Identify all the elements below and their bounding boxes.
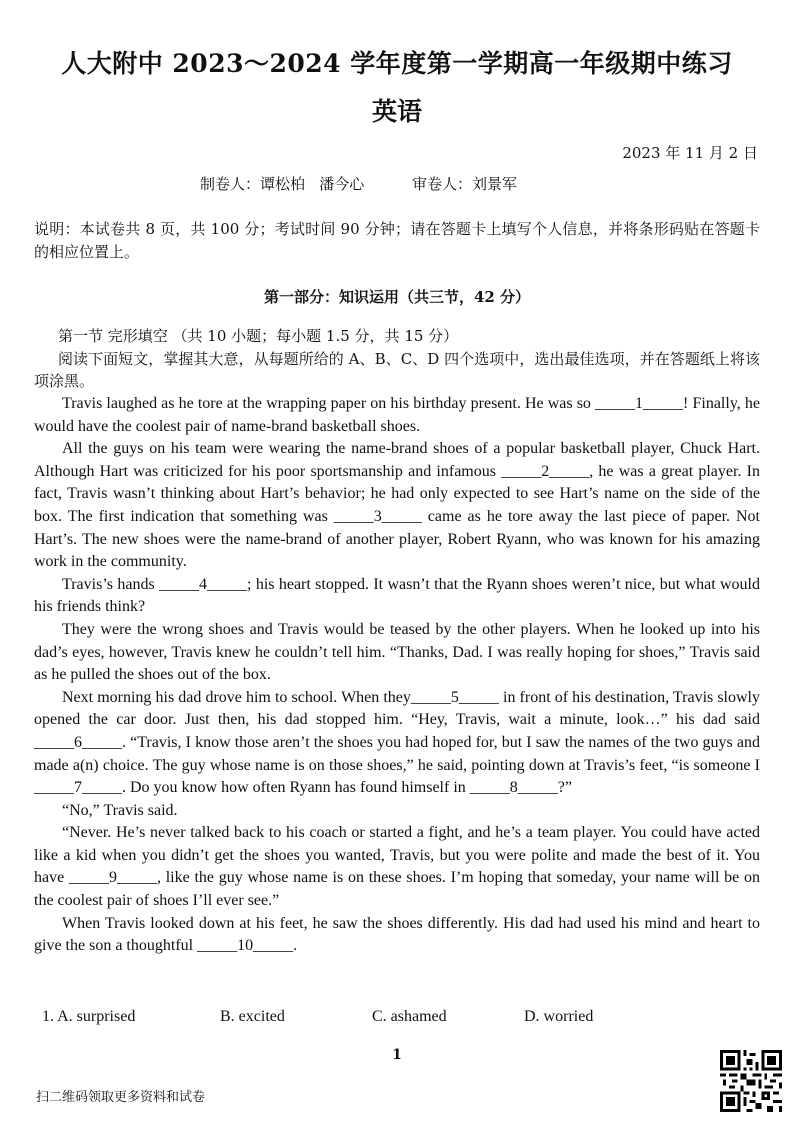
option-c: C. ashamed: [372, 1008, 447, 1025]
option-b: B. excited: [220, 1008, 285, 1025]
exam-date: 2023 年 11 月 2 日: [622, 144, 758, 162]
qr-code-icon: [720, 1050, 782, 1112]
question-1-options: [42, 1008, 742, 1026]
cloze-passage: [34, 393, 760, 958]
passage-paragraph: Travis laughed as he tore at the wrapping paper on his birthday present. He was so _____1_____! Finally, he would have the coolest pair of name-brand basketball shoes.: [34, 395, 760, 435]
exam-makers: 制卷人：谭松柏 潘今心 审卷人：刘景军: [200, 175, 517, 193]
page-number: 1: [392, 1047, 402, 1063]
exam-subject: 英语: [371, 97, 422, 126]
footer-text: 扫二维码领取更多资料和试卷: [36, 1090, 206, 1105]
passage-paragraph: “Never. He’s never talked back to his coach or started a fight, and he’s a team player. You could have acted like a kid when you didn’t get the shoes you wanted, Travis, but you were polite and made the best of it. You have _____9_____, like the guy whose name is on these shoes. I’m hoping that someday, your name will be on the coolest pair of shoes I’ll ever see.”: [34, 824, 760, 910]
passage-paragraph: Travis’s hands _____4_____; his heart stopped. It wasn’t that the Ryann shoes weren’t nice, but what would his friends think?: [34, 575, 760, 616]
section-instruction: 阅读下面短文，掌握其大意，从每题所给的 A、B、C、D 四个选项中，选出最佳选项，并在答题纸上将该项涂黑。: [34, 350, 760, 390]
part-title: 第一部分：知识运用（共三节，42 分）: [263, 288, 531, 306]
passage-paragraph: When Travis looked down at his feet, he saw the shoes differently. His dad had used his mind and heart to give the son a thoughtful _____10_____.: [34, 914, 760, 955]
passage-paragraph: “No,” Travis said.: [62, 801, 178, 819]
exam-instructions: 说明：本试卷共 8 页，共 100 分；考试时间 90 分钟；请在答题卡上填写个人信息，并将条形码贴在答题卡的相应位置上。: [34, 220, 760, 261]
section-title: 第一节 完形填空 （共 10 小题；每小题 1.5 分，共 15 分）: [58, 327, 459, 345]
option-d: D. worried: [524, 1008, 594, 1025]
exam-title: 人大附中 2023～2024 学年度第一学期高一年级期中练习: [61, 49, 733, 78]
passage-paragraph: They were the wrong shoes and Travis would be teased by the other players. When he looked up into his dad’s eyes, however, Travis knew he couldn’t tell him. “Thanks, Dad. I was really hoping for shoes,” Travis said as he pulled the shoes out of the box.: [34, 620, 760, 684]
option-a: 1. A. surprised: [42, 1008, 136, 1025]
passage-paragraph: Next morning his dad drove him to school. When they_____5_____ in front of his destination, Travis slowly opened the car door. Just then, his dad stopped him. “Hey, Travis, wait a minute, look…” his dad said _____6_____. “Travis, I know those aren’t the shoes you had hoped for, but I saw the names of the two guys and made a(n) choice. The guy whose name is on those shoes,” he said, pointing down at Travis’s feet, “is someone I _____7_____. Do you know how often Ryann has found himself in _____8_____?”: [34, 688, 760, 797]
passage-paragraph: All the guys on his team were wearing the name-brand shoes of a popular basketball player, Chuck Hart. Although Hart was criticized for his poor sportsmanship and infamous _____2_____, he was a great player. In fact, Travis wasn’t thinking about Hart’s behavior; he had only expected to see Hart’s name on the side of the box. The first indication that something was _____3_____ came as he tore away the last piece of paper. Not Hart’s. The new shoes were the name-brand of another player, Robert Ryann, who was known for his amazing work in the community.: [34, 440, 760, 571]
